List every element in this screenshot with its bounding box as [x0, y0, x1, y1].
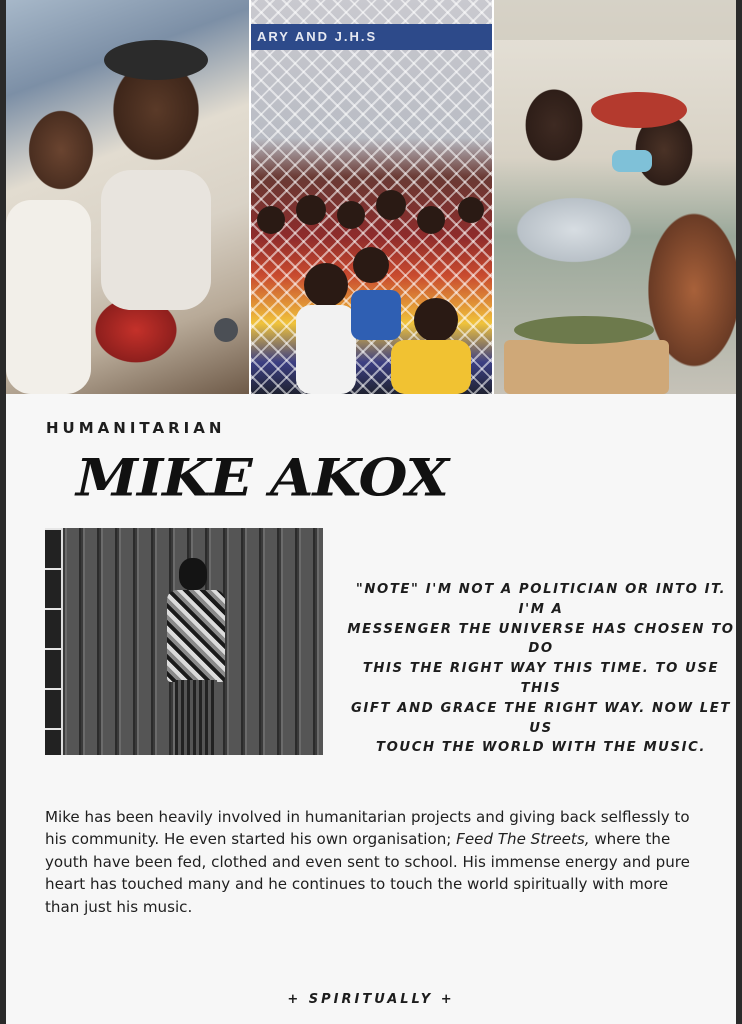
photo-elders-with-basket	[494, 0, 736, 394]
body-text-part2: where the youth have been fed, clothed and even sent to school. His immense energy and pure heart has touched many and he continues to touch the world spiritually with more than just his music.	[45, 830, 690, 916]
photo-mike-with-children	[6, 0, 249, 394]
portrait-figure-head	[179, 558, 207, 590]
portrait-photo	[45, 528, 323, 755]
page-title: MIKE AKOX	[76, 447, 448, 509]
children-illustration	[6, 0, 249, 394]
school-banner: ARY AND J.H.S	[251, 24, 492, 50]
hero-photo-strip	[6, 0, 736, 394]
portrait-figure-legs	[175, 680, 217, 755]
organisation-name: Feed The Streets,	[456, 830, 590, 849]
body-text-part1: Mike has been heavily involved in humanitarian projects and giving back selflessly to his community. He even started his own organisation;	[45, 808, 690, 849]
next-section-label: + SPIRITUALLY +	[287, 992, 455, 1007]
body-paragraph	[45, 806, 705, 918]
article-page	[6, 0, 736, 1024]
portrait-figure-shirt	[167, 590, 225, 682]
door-frame	[45, 528, 63, 755]
crowd-illustration	[251, 0, 492, 394]
pull-quote: "NOTE" I'M NOT A POLITICIAN OR INTO IT. I'M A MESSENGER THE UNIVERSE HAS CHOSEN TO DO THIS THE RIGHT WAY THIS TIME. TO USE THIS GIFT AND GRACE THE RIGHT WAY. NOW LET US TOUCH THE WORLD WITH THE MUSIC.	[347, 582, 735, 756]
elders-illustration	[494, 0, 736, 394]
section-category: HUMANITARIAN	[46, 419, 226, 437]
photo-schoolchildren-cheering	[251, 0, 492, 394]
